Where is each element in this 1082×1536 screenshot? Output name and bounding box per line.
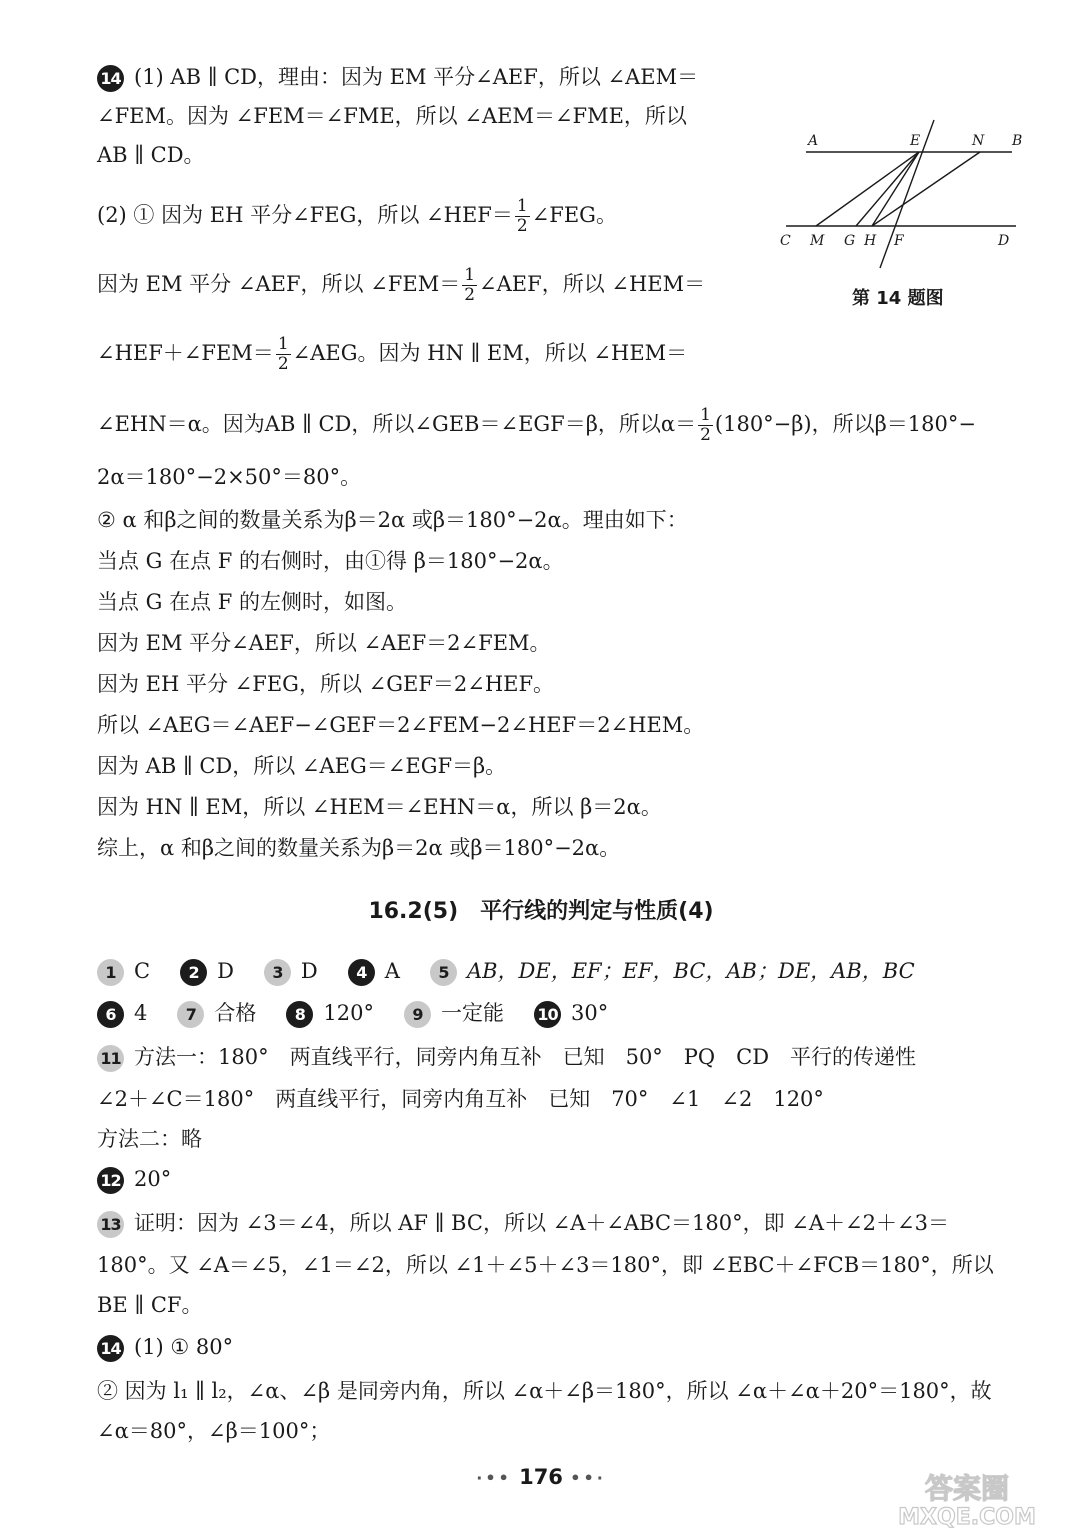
q14-line-13: 因为 EH 平分 ∠FEG，所以 ∠GEF＝2∠HEF。	[97, 672, 555, 696]
answer: 120°	[323, 1001, 374, 1025]
q14-line-4	[97, 197, 617, 236]
answer-13-line-1	[97, 1208, 949, 1238]
label-h: H	[864, 233, 877, 249]
fraction-denominator: 2	[464, 285, 476, 305]
answer: 一定能	[440, 1001, 504, 1025]
q14-line-14: 所以 ∠AEG＝∠AEF−∠GEF＝2∠FEM−2∠HEF＝2∠HEM。	[97, 713, 705, 737]
fraction-numerator: 1	[464, 265, 476, 285]
answers-row-2	[97, 998, 608, 1028]
answer-13-line-3: BE ∥ CF。	[97, 1293, 203, 1317]
answer: 30°	[570, 1001, 609, 1025]
label-e: E	[910, 133, 921, 149]
q14-line-7	[97, 406, 976, 445]
label-g: G	[844, 233, 856, 249]
question-number-badge: 4	[348, 959, 375, 986]
line-em	[816, 152, 919, 226]
q14-line-11: 当点 G 在点 F 的左侧时，如图。	[97, 590, 408, 614]
page-number-text: 176	[519, 1465, 563, 1489]
q14-line-3: AB ∥ CD。	[97, 143, 205, 167]
question-number-badge: 8	[286, 1001, 313, 1028]
answer-14-line-1	[97, 1332, 233, 1362]
question-number-badge: 10	[534, 1001, 561, 1028]
answer-14-line-3: ∠α＝80°，∠β＝100°；	[97, 1419, 331, 1443]
label-d: D	[998, 233, 1010, 249]
text: (2) ① 因为 EH 平分∠FEG，所以 ∠HEF＝	[97, 203, 513, 227]
text: ∠FEG。	[531, 203, 617, 227]
figure-caption: 第 14 题图	[852, 288, 944, 309]
answers-row-1	[97, 956, 915, 986]
fraction-one-half	[276, 335, 291, 374]
fraction-denominator: 2	[516, 216, 528, 236]
answer: 方法一：180° 两直线平行，同旁内角互补 已知 50° PQ CD 平行的传递性	[134, 1045, 917, 1069]
fraction-numerator: 1	[277, 334, 289, 354]
watermark-bottom-text: MXQE.COM	[898, 1505, 1036, 1528]
question-number-badge: 3	[264, 959, 291, 986]
decorative-dots: ·••	[476, 1468, 512, 1488]
question-number-badge: 11	[97, 1045, 124, 1072]
q14-line-10: 当点 G 在点 F 的右侧时，由①得 β＝180°−2α。	[97, 549, 564, 573]
question-number-badge: 5	[430, 959, 457, 986]
answer: C	[134, 959, 151, 983]
answer-11-line-2: ∠2＋∠C＝180° 两直线平行，同旁内角互补 已知 70° ∠1 ∠2 120°	[97, 1087, 824, 1111]
transversal-ef	[880, 120, 934, 268]
answer-11-line-3: 方法二：略	[97, 1127, 202, 1151]
label-a: A	[808, 133, 819, 149]
q14-line-5	[97, 266, 705, 305]
q14-line-1	[97, 62, 698, 92]
answer: D	[217, 959, 234, 983]
answer: A	[384, 959, 400, 983]
text: ∠EHN＝α。因为AB ∥ CD，所以∠GEB＝∠EGF＝β，所以α＝	[97, 412, 697, 436]
q14-line-2: ∠FEM。因为 ∠FEM＝∠FME，所以 ∠AEM＝∠FME，所以	[97, 104, 687, 128]
fraction-denominator: 2	[700, 425, 711, 445]
q14-line-12: 因为 EM 平分∠AEF，所以 ∠AEF＝2∠FEM。	[97, 631, 551, 655]
q14-line-6	[97, 335, 687, 374]
answer-14-line-2: ② 因为 l₁ ∥ l₂，∠α、∠β 是同旁内角，所以 ∠α＋∠β＝180°，所以 ∠α＋∠α＋20°＝180°，故	[97, 1379, 992, 1403]
question-number-badge: 14	[97, 1335, 124, 1362]
label-n: N	[972, 133, 985, 149]
q14-line-15: 因为 AB ∥ CD，所以 ∠AEG＝∠EGF＝β。	[97, 754, 507, 778]
answer: D	[300, 959, 318, 983]
q14-line-9: ② α 和β之间的数量关系为β＝2α 或β＝180°−2α。理由如下：	[97, 508, 688, 532]
answer-13-line-2: 180°。又 ∠A＝∠5，∠1＝∠2，所以 ∠1＋∠5＋∠3＝180°，即 ∠EBC＋∠FCB＝180°，所以	[97, 1253, 994, 1277]
fraction-numerator: 1	[516, 196, 528, 216]
answer: 证明：因为 ∠3＝∠4，所以 AF ∥ BC，所以 ∠A＋∠ABC＝180°，即 ∠A＋∠2＋∠3＝	[134, 1211, 949, 1235]
fraction-numerator: 1	[700, 405, 711, 425]
text: ∠AEG。因为 HN ∥ EM，所以 ∠HEM＝	[292, 341, 688, 365]
text: 因为 EM 平分 ∠AEF，所以 ∠FEM＝	[97, 272, 461, 296]
answer: 4	[134, 1001, 148, 1025]
question-number-badge: 2	[180, 959, 207, 986]
watermark-logo	[872, 1468, 1062, 1528]
text: ∠AEF，所以 ∠HEM＝	[479, 272, 706, 296]
label-c: C	[780, 233, 791, 249]
q14-line-16: 因为 HN ∥ EM，所以 ∠HEM＝∠EHN＝α，所以 β＝2α。	[97, 795, 662, 819]
watermark-top-text: 答案圈	[924, 1472, 1010, 1505]
answer-11-line-1	[97, 1042, 916, 1072]
section-heading: 16.2(5) 平行线的判定与性质(4)	[368, 899, 714, 924]
text: ∠HEF＋∠FEM＝	[97, 341, 274, 365]
fraction-one-half	[515, 197, 530, 236]
question-number-badge: 14	[97, 65, 124, 92]
answer: (1) ① 80°	[134, 1335, 234, 1359]
fraction-denominator: 2	[277, 354, 289, 374]
decorative-dots: ••·	[570, 1468, 606, 1488]
geometry-figure	[776, 118, 1036, 278]
line-eh	[872, 152, 919, 226]
q14-line-8: 2α＝180°−2×50°＝80°。	[97, 465, 362, 489]
text: (180°−β)，所以β＝180°−	[714, 412, 976, 436]
question-number-badge: 6	[97, 1001, 124, 1028]
question-number-badge: 1	[97, 959, 124, 986]
fraction-one-half	[462, 266, 477, 305]
answer: AB，DE，EF；EF，BC，AB；DE，AB，BC	[466, 959, 915, 983]
question-number-badge: 13	[97, 1211, 124, 1238]
answer-12	[97, 1164, 171, 1194]
answer: 20°	[134, 1167, 172, 1191]
question-number-badge: 12	[97, 1167, 124, 1194]
answer: 合格	[214, 1001, 257, 1025]
label-b: B	[1012, 133, 1023, 149]
label-m: M	[810, 233, 825, 249]
text: (1) AB ∥ CD，理由：因为 EM 平分∠AEF，所以 ∠AEM＝	[134, 65, 699, 89]
label-f: F	[894, 233, 904, 249]
fraction-one-half	[698, 406, 713, 445]
q14-line-17: 综上，α 和β之间的数量关系为β＝2α 或β＝180°−2α。	[97, 836, 621, 860]
question-number-badge: 7	[177, 1001, 204, 1028]
question-number-badge: 9	[404, 1001, 431, 1028]
